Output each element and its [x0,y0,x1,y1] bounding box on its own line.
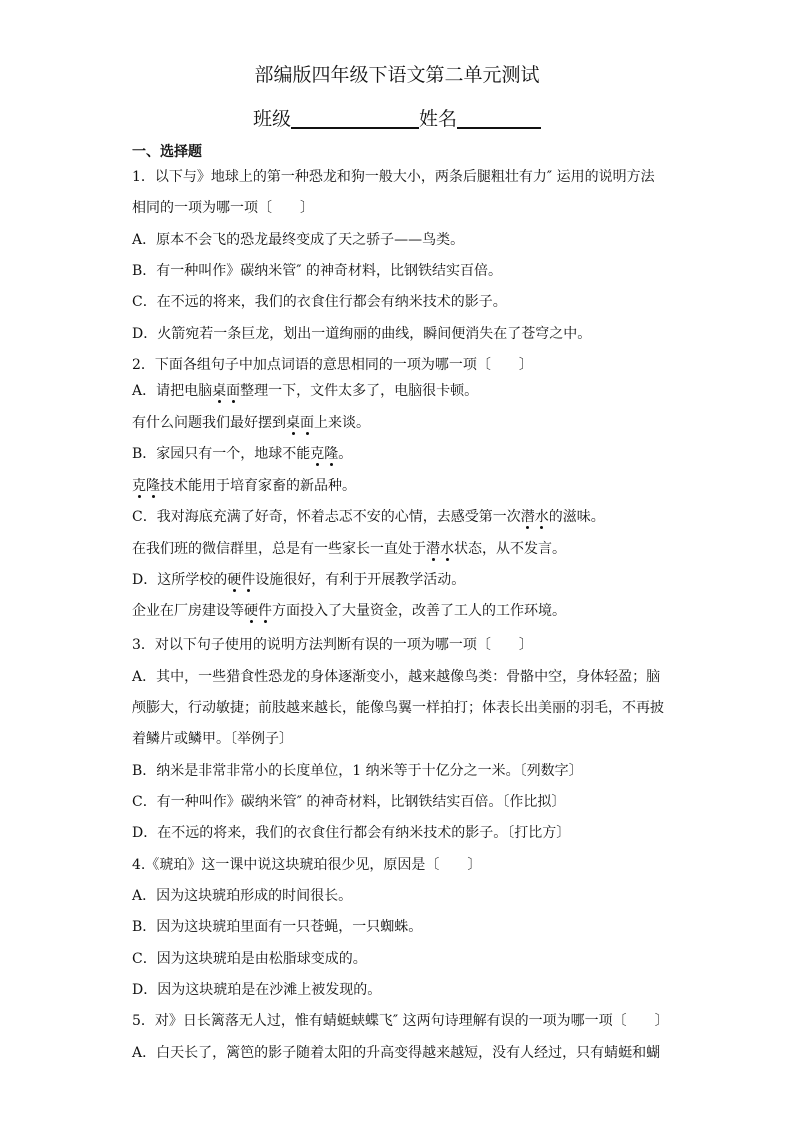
q2-stem: 2．下面各组句子中加点词语的意思相同的一项为哪一项〔 〕 [132,357,533,373]
q2-option-c-line1: C．我对海底充满了好奇，怀着忐忑不安的心情，去感受第一次潜水的滋味。 [132,509,605,525]
q3-stem: 3．对以下句子使用的说明方法判断有误的一项为哪一项〔 〕 [132,637,533,653]
dotted-char: 潜 [520,509,535,525]
page-title: 部编版四年级下语文第二单元测试 [254,64,540,86]
q4-option-a: A．因为这块琥珀形成的时间很长。 [132,888,353,904]
dotted-char: 面 [300,415,314,431]
q3-option-a-line1: A．其中，一些猎食性恐龙的身体逐渐变小，越来越像鸟类：骨骼中空，身体轻盈；脑 [132,669,661,685]
dotted-char: 水 [440,541,454,557]
q2-option-b-line1: B．家园只有一个，地球不能克隆。 [132,446,353,462]
q2-option-d-line1: D．这所学校的硬件设施很好，有利于开展教学活动。 [132,572,466,588]
q3-option-a-line2: 颅膨大，行动敏捷；前肢越来越长，能像鸟翼一样拍打；体表长出美丽的羽毛，不再披 [132,700,664,716]
q1-option-b: B．有一种叫作》碳纳米管″ 的神奇材料，比钢铁结实百倍。 [132,263,502,279]
q2-option-d-line2: 企业在厂房建设等硬件方面投入了大量资金，改善了工人的工作环境。 [132,603,566,619]
name-blank[interactable] [457,107,541,129]
q1-option-d: D．火箭宛若一条巨龙，划出一道绚丽的曲线，瞬间便消失在了苍穹之中。 [132,326,592,342]
dotted-char: 件 [241,572,256,588]
q1-option-a: A．原本不会飞的恐龙最终变成了天之骄子——鸟类。 [132,232,465,248]
q2-option-c-line2: 在我们班的微信群里，总是有一些家长一直处于潜水状态，从不发言。 [132,541,566,557]
q3-option-b: B．纳米是非常非常小的长度单位，1 纳米等于十亿分之一米。〔列数字〕 [132,763,583,779]
dotted-char: 克 [132,478,146,494]
dotted-char: 硬 [227,572,242,588]
q2-option-a-line2: 有什么问题我们最好摆到桌面上来谈。 [132,415,370,431]
dotted-char: 件 [258,603,272,619]
dotted-char: 克 [310,446,325,462]
section-heading: 一、选择题 [132,144,202,160]
dotted-char: 隆 [324,446,339,462]
q4-option-c: C．因为这块琥珀是由松脂球变成的。 [132,951,367,967]
q5-option-a-line1: A．白天长了，篱笆的影子随着太阳的升高变得越来越短，没有人经过，只有蜻蜓和蝴 [132,1045,661,1061]
q1-stem-line2: 相同的一项为哪一项〔 〕 [132,200,314,216]
dotted-char: 桌 [212,383,227,399]
dotted-char: 硬 [244,603,258,619]
q3-option-d: D．在不远的将来，我们的衣食住行都会有纳米技术的影子。〔打比方〕 [132,825,571,841]
dotted-char: 水 [534,509,549,525]
q2-option-b-line2: 克隆技术能用于培育家畜的新品种。 [132,478,356,494]
q5-stem: 5．对》日长篱落无人过，惟有蜻蜓蛱蝶飞″ 这两句诗理解有误的一项为哪一项〔 〕 [132,1013,669,1029]
q3-option-c: C．有一种叫作》碳纳米管″ 的神奇材料，比钢铁结实百倍。〔作比拟〕 [132,794,566,810]
dotted-char: 隆 [146,478,160,494]
class-label: 班级 [252,108,291,130]
q4-option-d: D．因为这块琥珀是在沙滩上被发现的。 [132,982,382,998]
q4-option-b: B．因为这块琥珀里面有一只苍蝇，一只蜘蛛。 [132,919,423,935]
student-info-line [0,104,794,131]
dotted-char: 潜 [426,541,440,557]
q1-option-c: C．在不远的将来，我们的衣食住行都会有纳米技术的影子。 [132,294,507,310]
dotted-char: 面 [226,383,241,399]
dotted-char: 桌 [286,415,300,431]
class-blank[interactable] [291,107,419,129]
q2-option-a-line1: A．请把电脑桌面整理一下，文件太多了，电脑很卡顿。 [132,383,479,399]
name-label: 姓名 [419,108,458,130]
q3-option-a-line3: 着鳞片或鳞甲。〔举例子〕 [132,731,293,747]
q1-stem-line1: 1．以下与》地球上的第一种恐龙和狗一般大小，两条后腿粗壮有力″ 运用的说明方法 [132,169,655,185]
q4-stem: 4.《琥珀》这一课中说这块琥珀很少见，原因是〔 〕 [132,857,482,873]
